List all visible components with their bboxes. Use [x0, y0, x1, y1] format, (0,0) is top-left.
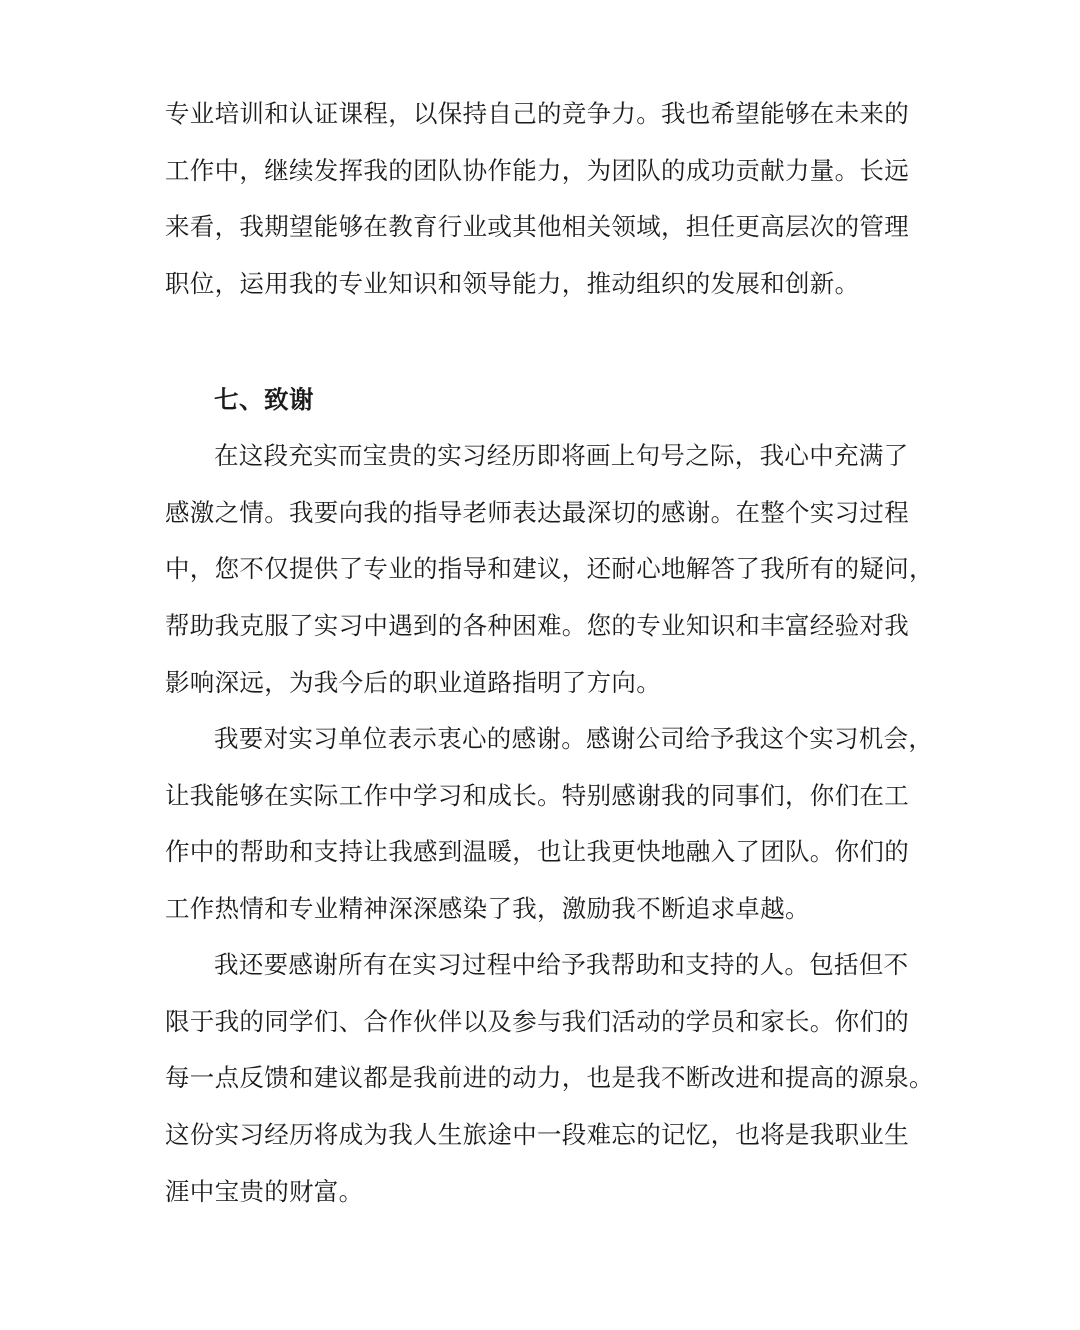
paragraph-line: 我要对实习单位表示衷心的感谢。感谢公司给予我这个实习机会，	[214, 724, 934, 753]
paragraph-line: 工作中，继续发挥我的团队协作能力，为团队的成功贡献力量。长远	[165, 155, 909, 185]
paragraph-line: 作中的帮助和支持让我感到温暖，也让我更快地融入了团队。你们的	[165, 837, 909, 867]
career-goals-paragraph	[165, 86, 925, 313]
company-thanks-paragraph	[165, 711, 934, 938]
paragraph-line: 限于我的同学们、合作伙伴以及参与我们活动的学员和家长。你们的	[165, 1006, 909, 1036]
paragraph-line: 职位，运用我的专业知识和领导能力，推动组织的发展和创新。	[165, 269, 860, 299]
paragraph-line: 在这段充实而宝贵的实习经历即将画上句号之际，我心中充满了	[214, 441, 909, 470]
paragraph-line: 工作热情和专业精神深深感染了我，激励我不断追求卓越。	[165, 894, 810, 924]
paragraph-line: 我还要感谢所有在实习过程中给予我帮助和支持的人。包括但不	[214, 950, 909, 979]
paragraph-line: 来看，我期望能够在教育行业或其他相关领域，担任更高层次的管理	[165, 212, 909, 242]
paragraph-line: 影响深远，为我今后的职业道路指明了方向。	[165, 667, 661, 697]
paragraph-line: 专业培训和认证课程，以保持自己的竞争力。我也希望能够在未来的	[165, 99, 909, 128]
section-heading: 七、致谢	[214, 385, 314, 414]
others-thanks-paragraph	[165, 937, 934, 1220]
paragraph-line: 中，您不仅提供了专业的指导和建议，还耐心地解答了我所有的疑问，	[165, 554, 934, 584]
mentor-thanks-paragraph	[165, 428, 934, 711]
paragraph-line: 让我能够在实际工作中学习和成长。特别感谢我的同事们，你们在工	[165, 780, 909, 810]
paragraph-line: 涯中宝贵的财富。	[165, 1176, 364, 1206]
paragraph-line: 每一点反馈和建议都是我前进的动力，也是我不断改进和提高的源泉。	[165, 1063, 934, 1093]
paragraph-line: 感激之情。我要向我的指导老师表达最深切的感谢。在整个实习过程	[165, 497, 909, 527]
paragraph-line: 帮助我克服了实习中遇到的各种困难。您的专业知识和丰富经验对我	[165, 611, 909, 641]
paragraph-line: 这份实习经历将成为我人生旅途中一段难忘的记忆，也将是我职业生	[165, 1120, 909, 1150]
